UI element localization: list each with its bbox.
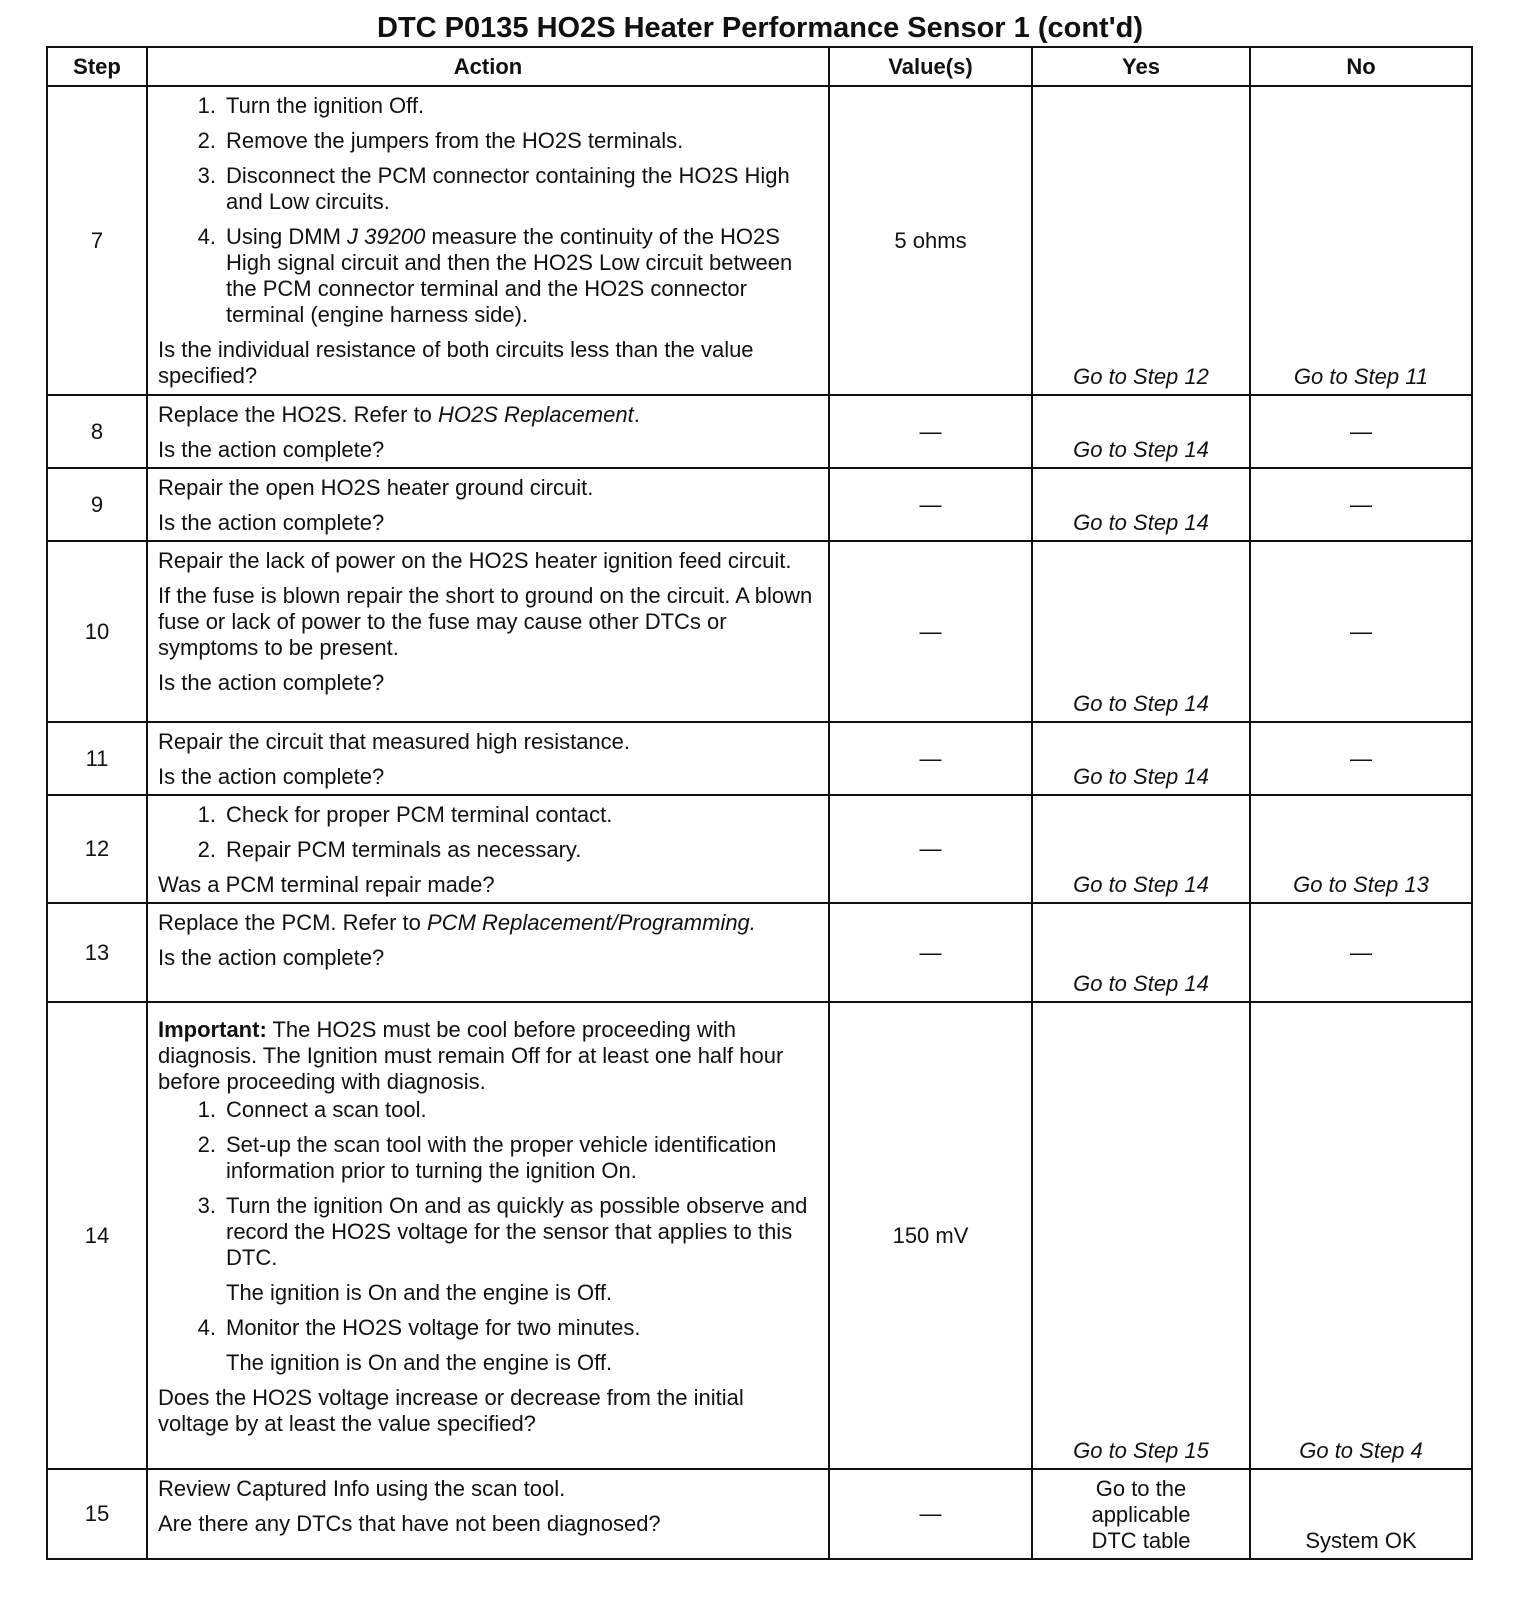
action-cell: 1. Turn the ignition Off. 2. Remove the jumpers from the HO2S terminals. 3. Disconnect the PCM connector containing the HO2S High and Low circuits. 4. Using DMM J 39200 measure the continuity of the HO2S High signal circuit and then the HO2S Low circuit between the PCM connector terminal and the HO2S connector terminal (engine harness side). Is the individual resistance of both circuits less than the value specified? [147,86,829,395]
action-question: Is the action complete? [158,437,385,462]
value-cell: — [829,468,1032,541]
action-item: Check for proper PCM terminal contact. [226,802,613,827]
no-cell: — [1250,722,1472,795]
yes-cell: Go to Step 14 [1032,795,1250,903]
no-cell: — [1250,468,1472,541]
action-question: Is the individual resistance of both circuits less than the value specified? [158,337,754,388]
tool-reference: J 39200 [347,224,426,249]
no-cell: Go to Step 13 [1250,795,1472,903]
header-row [47,47,1472,86]
value-cell: — [829,903,1032,1002]
yes-cell: Go to Step 14 [1032,903,1250,1002]
value-cell: — [829,1469,1032,1559]
header-yes: Yes [1032,47,1250,86]
table-row [47,903,1472,1002]
action-text: Replace the HO2S. Refer to HO2S Replacement. [158,402,640,427]
header-step: Step [47,47,147,86]
action-item: Remove the jumpers from the HO2S terminals. [226,128,684,153]
table-row [47,86,1472,395]
action-text: Review Captured Info using the scan tool. [158,1476,566,1501]
action-cell [147,395,829,468]
step-number: 13 [47,903,147,1002]
no-cell: Go to Step 11 [1250,86,1472,395]
value-cell: — [829,541,1032,722]
action-question: Is the action complete? [158,764,385,789]
step-number: 9 [47,468,147,541]
important-note: Important: The HO2S must be cool before proceeding with diagnosis. The Ignition must remain Off for at least one half hour before proceeding with diagnosis. [158,1017,784,1094]
no-cell: — [1250,541,1472,722]
action-cell [147,468,829,541]
action-note: If the fuse is blown repair the short to ground on the circuit. A blown fuse or lack of power to the fuse may cause other DTCs or symptoms to be present. [158,583,813,660]
step-number: 11 [47,722,147,795]
table-row [47,395,1472,468]
action-item: Using DMM J 39200 measure the continuity of the HO2S High signal circuit and then the HO2S Low circuit between the PCM connector terminal and the HO2S connector terminal (engine harness side). [226,224,793,327]
yes-cell: Go to the applicable DTC table [1032,1469,1250,1559]
no-cell: Go to Step 4 [1250,1002,1472,1469]
action-text: Repair the open HO2S heater ground circuit. [158,475,594,500]
action-item: Monitor the HO2S voltage for two minutes. [226,1315,641,1340]
action-item: Turn the ignition Off. [226,93,425,118]
step-number: 7 [47,86,147,395]
step-number: 10 [47,541,147,722]
action-cell [147,903,829,1002]
action-cell [147,541,829,722]
action-cell [147,1469,829,1559]
no-cell: — [1250,395,1472,468]
table-row [47,1002,1472,1469]
step-number: 14 [47,1002,147,1469]
yes-cell: Go to Step 14 [1032,541,1250,722]
action-cell [147,722,829,795]
action-question: Is the action complete? [158,945,385,970]
action-text: Repair the lack of power on the HO2S heater ignition feed circuit. [158,548,792,573]
action-item: Repair PCM terminals as necessary. [226,837,582,862]
value-cell: 150 mV [829,1002,1032,1469]
action-cell: 1. Check for proper PCM terminal contact. 2. Repair PCM terminals as necessary. Was a PCM terminal repair made? [147,795,829,903]
value-cell: — [829,795,1032,903]
yes-cell: Go to Step 14 [1032,722,1250,795]
step-number: 12 [47,795,147,903]
action-question: Is the action complete? [158,670,385,695]
action-question: Was a PCM terminal repair made? [158,872,495,897]
diagnostic-table [46,46,1473,1560]
procedure-reference: HO2S Replacement [438,402,634,427]
table-row [47,722,1472,795]
table-row [47,795,1472,903]
yes-cell: Go to Step 15 [1032,1002,1250,1469]
action-text: Repair the circuit that measured high resistance. [158,729,631,754]
step-number: 8 [47,395,147,468]
action-item: Connect a scan tool. [226,1097,427,1122]
header-values: Value(s) [829,47,1032,86]
value-cell: 5 ohms [829,86,1032,395]
action-question: Does the HO2S voltage increase or decrease from the initial voltage by at least the value specified? [158,1385,744,1436]
table-row [47,1469,1472,1559]
procedure-reference: PCM Replacement/Programming. [427,910,756,935]
action-subnote: The ignition is On and the engine is Off. [226,1280,613,1305]
table-row [47,541,1472,722]
yes-cell: Go to Step 14 [1032,395,1250,468]
action-text: Replace the PCM. Refer to PCM Replacement/Programming. [158,910,756,935]
action-question: Is the action complete? [158,510,385,535]
page-title: DTC P0135 HO2S Heater Performance Sensor 1 (cont'd) [377,12,1143,44]
yes-cell: Go to Step 14 [1032,468,1250,541]
step-number: 15 [47,1469,147,1559]
value-cell: — [829,722,1032,795]
no-cell: System OK [1250,1469,1472,1559]
action-cell: Important: The HO2S must be cool before proceeding with diagnosis. The Ignition must remain Off for at least one half hour before proceeding with diagnosis. 1. Connect a scan tool. 2. Set-up the scan tool with the proper vehicle identification information prior to turning the ignition On. 3. Turn the ignition On and as quickly as possible observe and record the HO2S voltage for the sensor that applies to this DTC. The ignition is On and the engine is Off. 4. Monitor the HO2S voltage for two minutes. The ignition is On and the engine is Off. Does the HO2S voltage increase or decrease from the initial voltage by at least the value specified? [147,1002,829,1469]
action-subnote: The ignition is On and the engine is Off. [226,1350,613,1375]
value-cell: — [829,395,1032,468]
action-question: Are there any DTCs that have not been diagnosed? [158,1511,661,1536]
action-item: Disconnect the PCM connector containing the HO2S High and Low circuits. [226,163,790,214]
action-item: Turn the ignition On and as quickly as possible observe and record the HO2S voltage for the sensor that applies to this DTC. [226,1193,808,1270]
table-row [47,468,1472,541]
header-action: Action [147,47,829,86]
yes-cell: Go to Step 12 [1032,86,1250,395]
action-item: Set-up the scan tool with the proper vehicle identification information prior to turning the ignition On. [226,1132,777,1183]
no-cell: — [1250,903,1472,1002]
header-no: No [1250,47,1472,86]
